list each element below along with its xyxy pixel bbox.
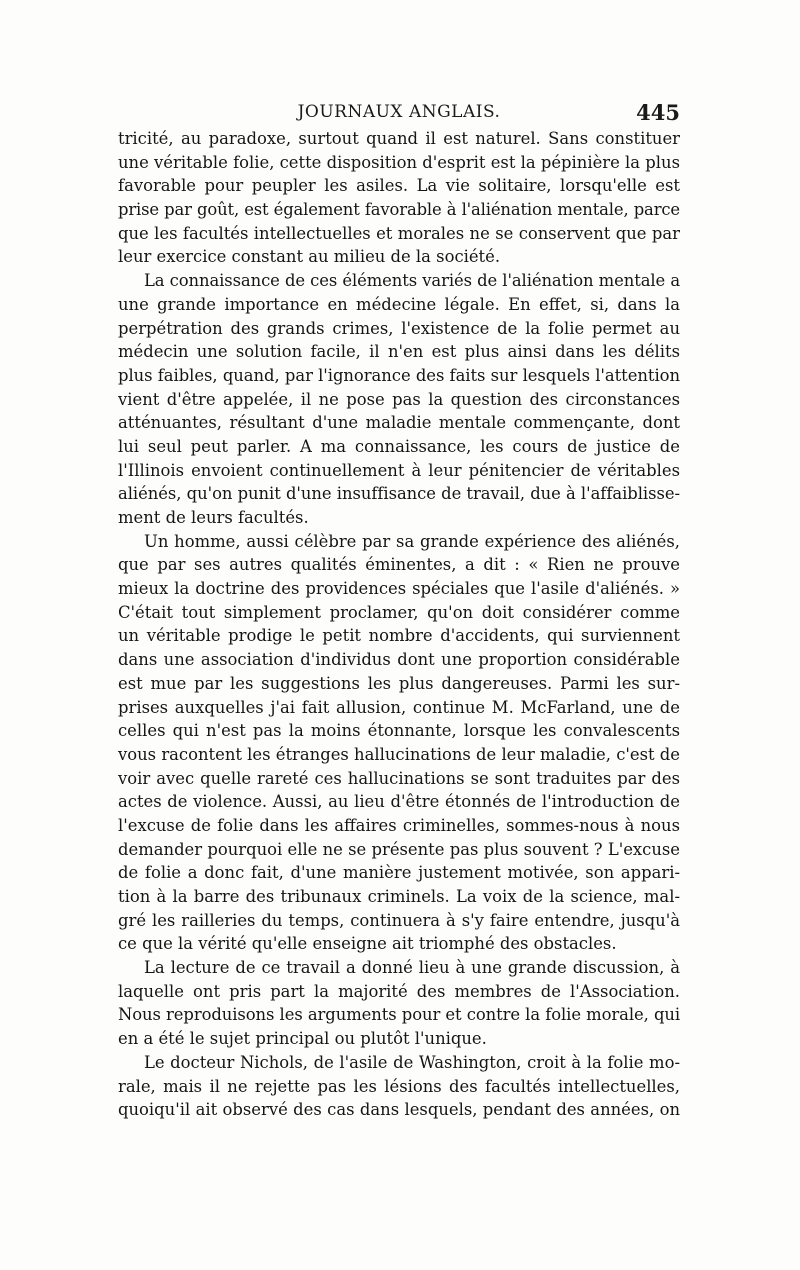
- text-line: La connaissance de ces éléments variés de l'aliénation mentale a: [144, 271, 680, 291]
- text-line: rale, mais il ne rejette pas les lésions des facultés intellectuelles,: [118, 1076, 680, 1096]
- text-line: vous racontent les étranges hallucinations de leur maladie, c'est de: [118, 744, 680, 764]
- text-line: tricité, au paradoxe, surtout quand il est naturel. Sans constituer: [118, 129, 680, 148]
- page-number: 445: [636, 100, 680, 125]
- text-line: dans une association d'individus dont une proportion considérable: [118, 650, 680, 670]
- text-line: perpétration des grands crimes, l'existence de la folie permet au: [118, 318, 680, 338]
- text-line: un véritable prodige le petit nombre d'accidents, qui surviennent: [118, 626, 680, 646]
- text-line: leur exercice constant au milieu de la société.: [118, 247, 501, 267]
- text-line: prise par goût, est également favorable à l'aliénation mentale, parce: [118, 200, 680, 220]
- text-line: quoiqu'il ait observé des cas dans lesquels, pendant des années, on: [118, 1100, 680, 1120]
- text-line: tion à la barre des tribunaux criminels. La voix de la science, mal-: [118, 887, 680, 906]
- running-head: JOURNAUX ANGLAIS.: [297, 102, 501, 122]
- text-line: plus faibles, quand, par l'ignorance des faits sur lesquels l'attention: [118, 365, 680, 385]
- text-line: ment de leurs facultés.: [118, 508, 309, 527]
- text-line: celles qui n'est pas la moins étonnante, lorsque les convalescents: [118, 721, 680, 741]
- text-line: prises auxquelles j'ai fait allusion, continue M. McFarland, une de: [118, 697, 680, 717]
- body-text: [118, 127, 680, 1122]
- text-line: médecin une solution facile, il n'en est plus ainsi dans les délits: [118, 342, 680, 362]
- text-line: de folie a donc fait, d'une manière justement motivée, son appari-: [118, 863, 680, 883]
- text-line: vient d'être appelée, il ne pose pas la question des circonstances: [118, 389, 680, 409]
- text-line: en a été le sujet principal ou plutôt l'unique.: [118, 1029, 487, 1049]
- text-line: actes de violence. Aussi, au lieu d'être étonnés de l'introduction de: [118, 792, 680, 812]
- text-line: C'était tout simplement proclamer, qu'on doit considérer comme: [118, 602, 680, 622]
- text-line: est mue par les suggestions les plus dangereuses. Parmi les sur-: [118, 673, 680, 693]
- text-line: demander pourquoi elle ne se présente pas plus souvent ? L'excuse: [118, 839, 680, 859]
- text-line: Le docteur Nichols, de l'asile de Washington, croit à la folie mo-: [144, 1052, 680, 1072]
- text-line: favorable pour peupler les asiles. La vie solitaire, lorsqu'elle est: [118, 176, 680, 196]
- text-line: voir avec quelle rareté ces hallucinations se sont traduites par des: [118, 768, 680, 788]
- page-header: [118, 98, 680, 128]
- text-line: une grande importance en médecine légale. En effet, si, dans la: [118, 294, 680, 314]
- text-line: aliénés, qu'on punit d'une insuffisance de travail, due à l'affaiblisse-: [118, 484, 680, 504]
- text-line: Nous reproduisons les arguments pour et contre la folie morale, qui: [118, 1005, 680, 1025]
- text-line: laquelle ont pris part la majorité des membres de l'Association.: [118, 981, 680, 1001]
- text-line: atténuantes, résultant d'une maladie mentale commençante, dont: [118, 413, 680, 433]
- text-line: que par ses autres qualités éminentes, a dit : « Rien ne prouve: [118, 555, 680, 575]
- text-line: gré les railleries du temps, continuera à s'y faire entendre, jusqu'à: [118, 910, 680, 930]
- text-line: une véritable folie, cette disposition d'esprit est la pépinière la plus: [118, 152, 680, 172]
- text-line: La lecture de ce travail a donné lieu à une grande discussion, à: [144, 958, 680, 978]
- text-line: l'Illinois envoient continuellement à leur pénitencier de véritables: [118, 460, 680, 480]
- text-line: l'excuse de folie dans les affaires criminelles, sommes-nous à nous: [118, 815, 680, 835]
- text-line: ce que la vérité qu'elle enseigne ait triomphé des obstacles.: [118, 934, 617, 954]
- text-line: mieux la doctrine des providences spéciales que l'asile d'aliénés. »: [118, 579, 680, 599]
- text-line: Un homme, aussi célèbre par sa grande expérience des aliénés,: [144, 531, 680, 551]
- text-line: lui seul peut parler. A ma connaissance, les cours de justice de: [118, 436, 680, 456]
- text-line: que les facultés intellectuelles et morales ne se conservent que par: [118, 223, 680, 243]
